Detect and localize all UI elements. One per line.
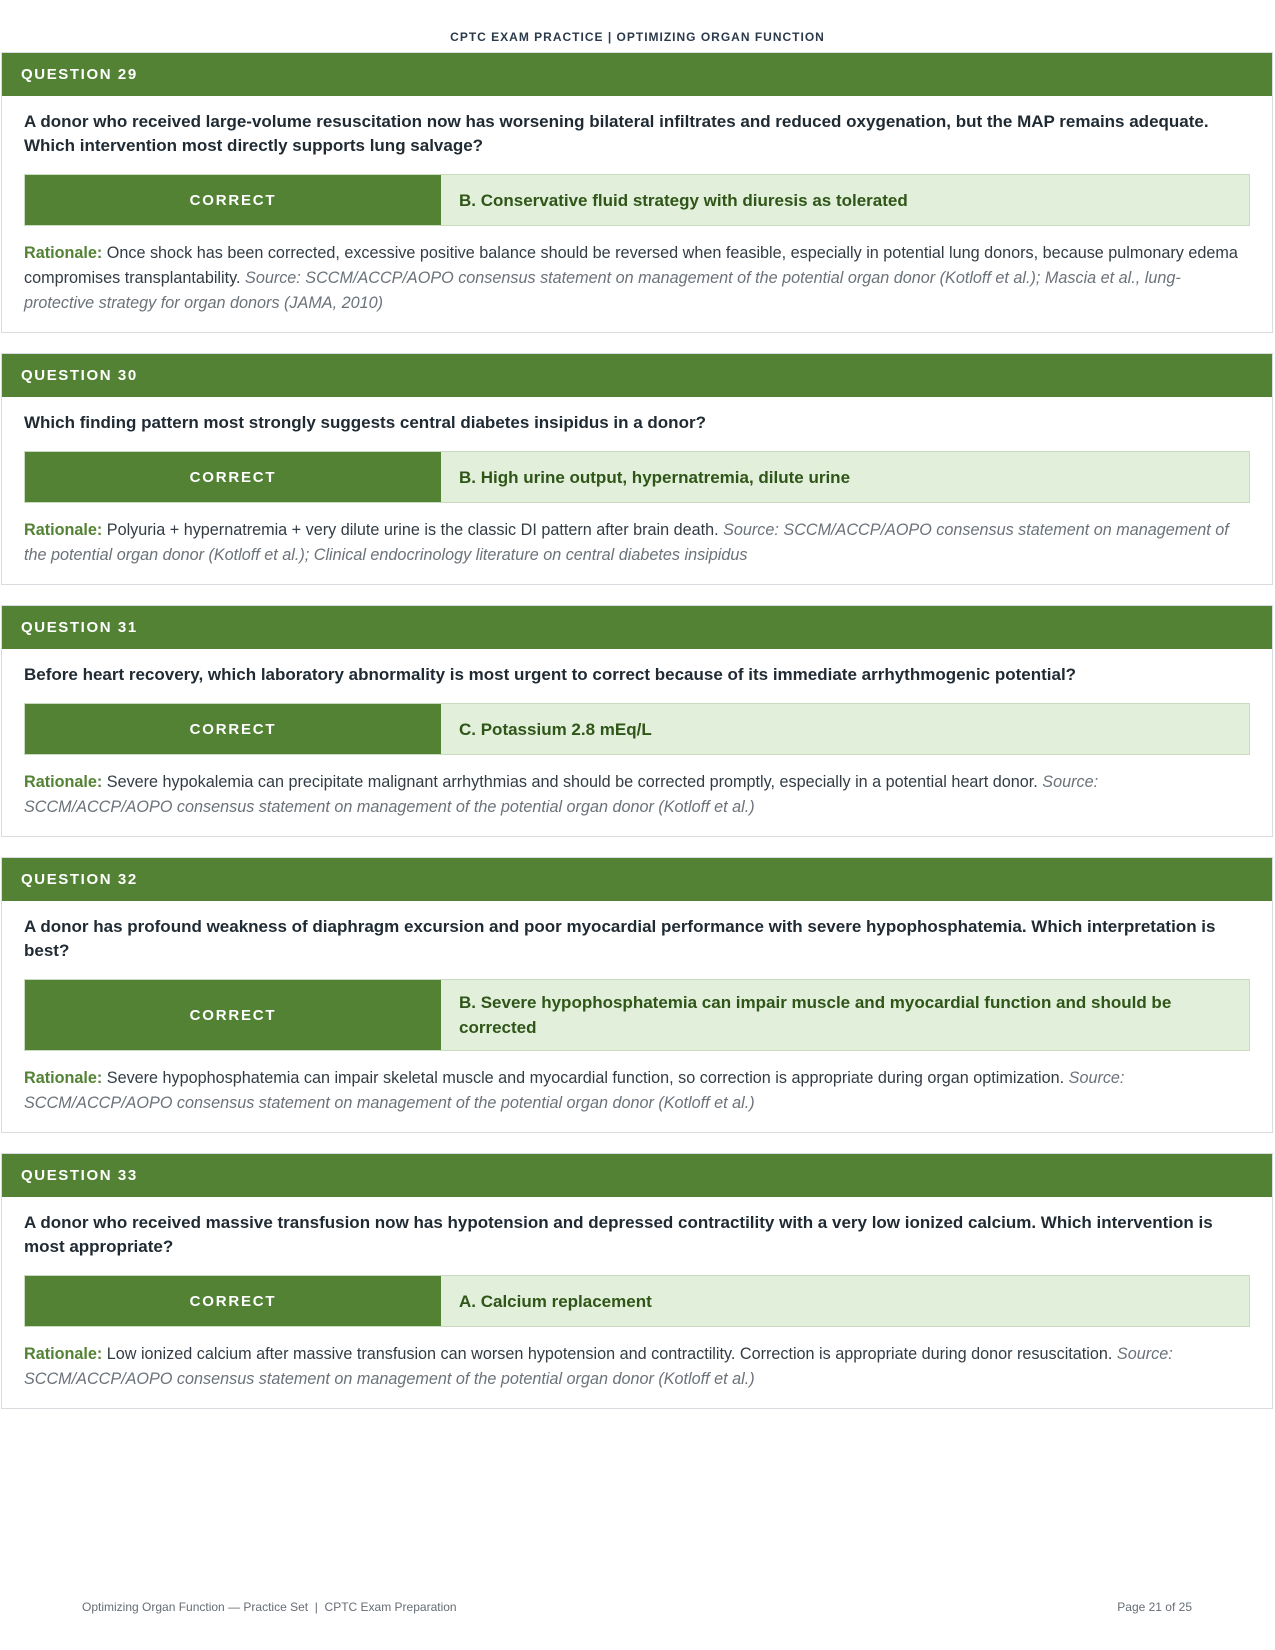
question-body [2,649,1272,836]
question-body [2,96,1272,332]
page-number: Page 21 of 25 [1117,1600,1192,1614]
question-number: QUESTION 33 [2,1154,1272,1197]
footer-left-text: Optimizing Organ Function — Practice Set | CPTC Exam Preparation [82,1600,457,1614]
answer-box [24,174,1250,226]
question-number: QUESTION 31 [2,606,1272,649]
rationale-label: Rationale: [24,244,103,262]
rationale-label: Rationale: [24,1345,103,1363]
rationale-source: Source: SCCM/ACCP/AOPO consensus statement on management of the potential organ donor (Kotloff et al.) [24,1069,1125,1112]
rationale-source: Source: SCCM/ACCP/AOPO consensus statement on management of the potential organ donor (Kotloff et al.) [24,1345,1173,1388]
correct-answer: B. Severe hypophosphatemia can impair muscle and myocardial function and should be corrected [459,993,1172,1037]
rationale-label: Rationale: [24,521,103,539]
rationale-source: Source: SCCM/ACCP/AOPO consensus statement on management of the potential organ donor (Kotloff et al.) [24,773,1099,816]
correct-label: CORRECT [25,1276,441,1326]
question-text: Before heart recovery, which laboratory abnormality is most urgent to correct because of its immediate arrhythmogenic potential? [24,665,1077,684]
rationale-source: Source: SCCM/ACCP/AOPO consensus statement on management of the potential organ donor (Kotloff et al.); Mascia et al., lung-protective strategy for organ donors (JAMA, 2010) [24,269,1181,312]
correct-answer: B. High urine output, hypernatremia, dilute urine [459,467,851,487]
question-card [1,857,1273,1133]
question-body [2,901,1272,1132]
question-text: A donor has profound weakness of diaphragm excursion and poor myocardial performance with severe hypophosphatemia. Which interpretation is best? [24,917,1216,960]
rationale [24,518,1250,568]
correct-label: CORRECT [25,980,441,1050]
rationale [24,1342,1250,1392]
answer-box [24,1275,1250,1327]
correct-answer: A. Calcium replacement [459,1291,652,1311]
correct-label: CORRECT [25,452,441,502]
page-header: CPTC EXAM PRACTICE | OPTIMIZING ORGAN FUNCTION [450,30,825,44]
correct-answer: B. Conservative fluid strategy with diuresis as tolerated [459,190,908,210]
question-card [1,52,1273,333]
question-text: A donor who received large-volume resuscitation now has worsening bilateral infiltrates and reduced oxygenation, but the MAP remains adequate. Which intervention most directly supports lung salvage? [24,112,1209,155]
answer-box [24,703,1250,755]
question-number: QUESTION 32 [2,858,1272,901]
question-card [1,1153,1273,1409]
answer-box [24,979,1250,1051]
question-body [2,1197,1272,1408]
question-number: QUESTION 30 [2,354,1272,397]
question-card [1,353,1273,585]
question-list [0,52,1275,1429]
rationale [24,770,1250,820]
rationale-text: Low ionized calcium after massive transfusion can worsen hypotension and contractility. Correction is appropriate during donor resuscitation. [106,1345,1113,1363]
rationale-text: Polyuria + hypernatremia + very dilute urine is the classic DI pattern after brain death. [106,521,719,539]
rationale-text: Severe hypokalemia can precipitate malignant arrhythmias and should be corrected promptly, especially in a potential heart donor. [106,773,1038,791]
correct-label: CORRECT [25,704,441,754]
question-text: Which finding pattern most strongly suggests central diabetes insipidus in a donor? [24,413,706,432]
correct-answer: C. Potassium 2.8 mEq/L [459,719,652,739]
page-footer [82,1600,1192,1614]
rationale-label: Rationale: [24,773,103,791]
question-card [1,605,1273,837]
rationale [24,1066,1250,1116]
rationale [24,241,1250,316]
rationale-label: Rationale: [24,1069,103,1087]
correct-label: CORRECT [25,175,441,225]
answer-box [24,451,1250,503]
rationale-text: Once shock has been corrected, excessive positive balance should be reversed when feasible, especially in potential lung donors, because pulmonary edema compromises transplantability. [24,244,1238,287]
question-body [2,397,1272,584]
question-text: A donor who received massive transfusion now has hypotension and depressed contractility with a very low ionized calcium. Which intervention is most appropriate? [24,1213,1213,1256]
rationale-text: Severe hypophosphatemia can impair skeletal muscle and myocardial function, so correction is appropriate during organ optimization. [106,1069,1065,1087]
question-number: QUESTION 29 [2,53,1272,96]
rationale-source: Source: SCCM/ACCP/AOPO consensus statement on management of the potential organ donor (Kotloff et al.); Clinical endocrinology literature on central diabetes insipidus [24,521,1229,564]
